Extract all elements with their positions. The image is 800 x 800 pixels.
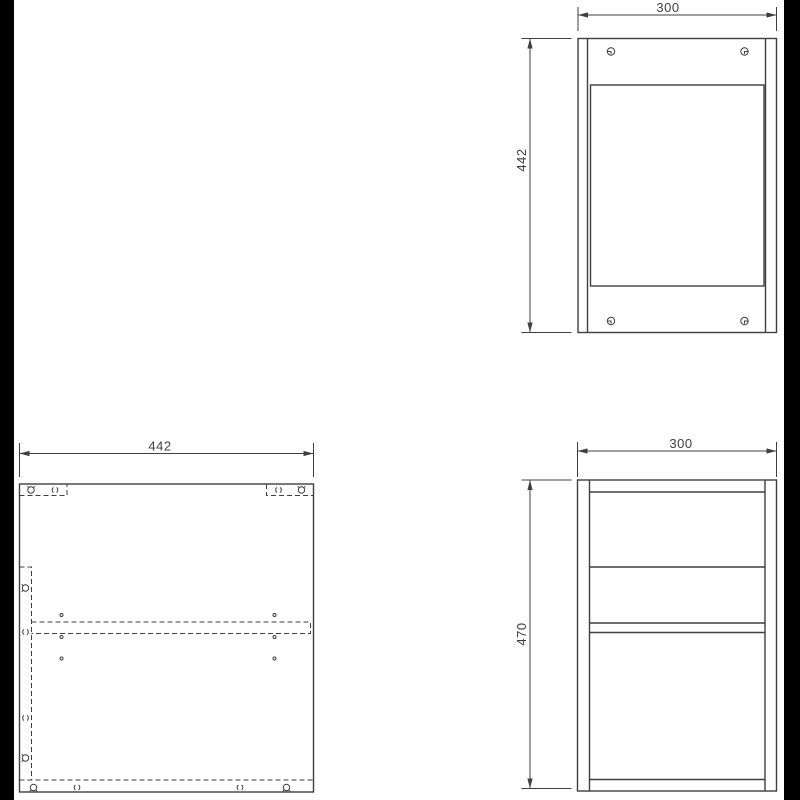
cam-fastener-icon	[741, 48, 748, 55]
front-width-label: 300	[656, 0, 680, 15]
pilot-hole-icon	[273, 614, 276, 617]
front-height-label: 442	[514, 148, 529, 172]
pilot-hole-icon	[60, 657, 63, 660]
front-panel-outline	[578, 39, 777, 333]
dim-arrow-icon	[527, 779, 532, 789]
front-panel-view	[514, 0, 777, 333]
hidden-rail-top-right	[267, 484, 314, 496]
dowel-hole-icon	[52, 487, 58, 492]
bottom-panel-width-dimension	[20, 439, 314, 478]
hidden-shelf-strip	[32, 622, 311, 634]
dim-arrow-icon	[527, 480, 532, 490]
cam-fastener-icon	[283, 784, 291, 791]
dowel-hole-icon	[276, 487, 282, 492]
pilot-hole-icon	[273, 657, 276, 660]
front-height-dimension	[514, 39, 572, 333]
dim-arrow-icon	[527, 39, 532, 49]
cam-fastener-icon	[30, 784, 38, 791]
cam-fastener-icon	[298, 486, 306, 493]
dim-arrow-icon	[767, 12, 777, 17]
cam-fastener-icon	[27, 486, 35, 493]
dim-arrow-icon	[304, 451, 314, 456]
side-height-label: 470	[514, 622, 529, 646]
dowel-hole-icon	[237, 785, 243, 790]
pilot-hole-icon	[60, 636, 63, 639]
dim-arrow-icon	[20, 451, 30, 456]
front-recessed-panel	[591, 85, 765, 286]
bottom-panel-outline	[20, 484, 314, 792]
cam-fastener-icon	[741, 317, 748, 324]
front-width-dimension	[578, 0, 777, 31]
dowel-hole-icon	[23, 629, 29, 634]
bottom-panel-view	[20, 439, 314, 793]
side-panel-outline	[578, 480, 777, 791]
side-width-label: 300	[669, 436, 693, 451]
side-height-dimension	[514, 480, 572, 789]
cam-fastener-icon	[607, 48, 614, 55]
pilot-hole-icon	[273, 636, 276, 639]
dowel-hole-icon	[23, 715, 29, 720]
dim-arrow-icon	[578, 448, 588, 453]
dim-arrow-icon	[767, 448, 777, 453]
cam-fastener-icon	[22, 754, 29, 762]
bottom-panel-width-label: 442	[148, 438, 172, 454]
hidden-rail-top-left	[20, 484, 68, 496]
dim-arrow-icon	[578, 12, 588, 17]
pilot-hole-icon	[60, 614, 63, 617]
hidden-left-divider	[20, 567, 32, 780]
dim-arrow-icon	[527, 323, 532, 333]
cam-fastener-icon	[607, 317, 614, 324]
side-panel-view	[514, 436, 777, 791]
cam-fastener-icon	[22, 584, 29, 592]
side-width-dimension	[578, 436, 777, 477]
dowel-hole-icon	[74, 785, 80, 790]
